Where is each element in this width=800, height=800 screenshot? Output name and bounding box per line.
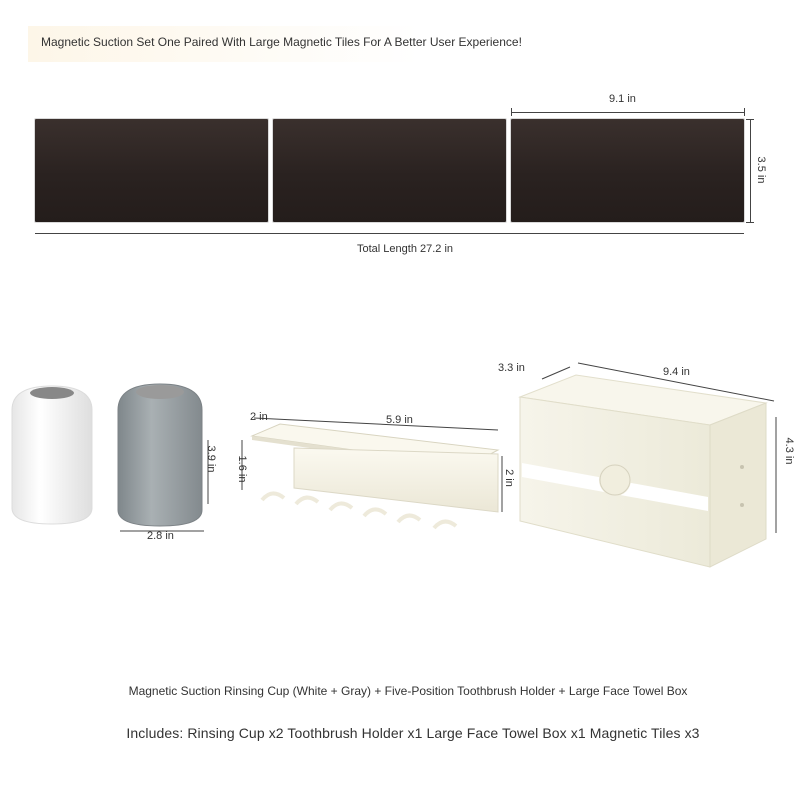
cup-height-label: 3.9 in: [205, 445, 217, 473]
tile-width-dimension-line: [511, 112, 744, 113]
header-title: Magnetic Suction Set One Paired With Large Magnetic Tiles For A Better User Experience!: [41, 35, 522, 49]
toothbrush-holder-illustration: [240, 400, 520, 540]
dimension-tick: [744, 108, 745, 116]
tile-height-label: 3.5 in: [755, 156, 767, 184]
holder-length-label: 5.9 in: [386, 414, 413, 426]
box-length-label: 9.4 in: [663, 366, 690, 378]
total-length-label: Total Length 27.2 in: [357, 243, 454, 255]
box-depth-dimension-line: [542, 367, 570, 379]
white-cup: [12, 386, 92, 524]
tile-height-dimension-line: [750, 119, 751, 222]
face-towel-box-illustration: [510, 355, 800, 585]
dimension-tick: [746, 119, 754, 120]
box-depth-label: 3.3 in: [498, 362, 525, 374]
product-combination-caption: Magnetic Suction Rinsing Cup (White + Gray) + Five-Position Toothbrush Holder + Large Face Towel Box: [128, 684, 688, 698]
dimension-tick: [746, 222, 754, 223]
total-length-dimension-line: [35, 233, 744, 234]
holder-side-label: 2 in: [503, 469, 515, 487]
magnetic-tile: [511, 119, 744, 222]
dimension-tick: [511, 108, 512, 116]
magnetic-tile: [35, 119, 268, 222]
package-contents-caption: Includes: Rinsing Cup x2 Toothbrush Holder x1 Large Face Towel Box x1 Magnetic Tiles x3: [126, 725, 700, 741]
holder-depth-label: 2 in: [250, 411, 268, 423]
gray-cup: [118, 384, 202, 526]
rinsing-cups-illustration: [0, 380, 230, 550]
magnetic-tile: [273, 119, 506, 222]
cup-width-label: 2.8 in: [147, 530, 174, 542]
holder-height-label: 1.6 in: [236, 455, 248, 483]
box-height-label: 4.3 in: [783, 437, 795, 465]
tile-width-label: 9.1 in: [609, 93, 636, 105]
